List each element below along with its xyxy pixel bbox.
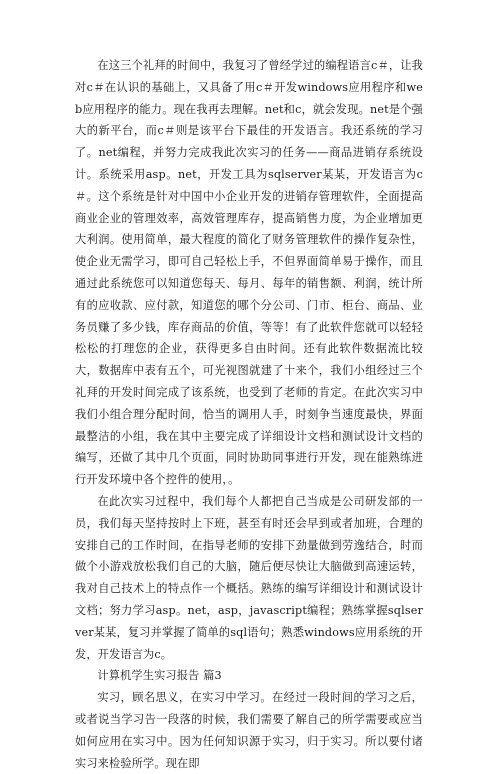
paragraph-2: 在此次实习过程中，我们每个人都把自己当成是公司研发部的一员，我们每天坚持按时上下班，甚至有时还会早到或者加班，合理的安排自己的工作时间，在指导老师的安排下劲量做到劳逸结合，时而做个小游戏放松我们自己的大脑，随后便尽快让大脑做到高速运转，我对自己技术上的特点作一个概括。熟练的编写详细设计和测试设计文档；努力学习asp。net，asp，javascript编程；熟练掌握sqlserver某某，复习并掌握了简单的sql语句；熟悉windows应用系统的开发，开发语言为c。: [75, 494, 423, 661]
section-title: 计算机学生实习报告 篇3: [97, 669, 222, 683]
document-body: [75, 55, 423, 774]
paragraph-1: 在这三个礼拜的时间中，我复习了曾经学过的编程语言c＃，让我对c＃在认识的基础上，又具备了用c＃开发windows应用程序和web应用程序的能力。现在我再去理解。net和c，就会发现。net是个强大的新平台，而c＃则是该平台下最佳的开发语言。我还系统的学习了。net编程，并努力完成我此次实习的任务——商品进销存系统设计。系统采用asp。net，开发工具为sqlserver某某，开发语言为c＃。这个系统是针对中国中小企业开发的进销存管理软件，全面提高商业企业的管理效率，高效管理库存，提高销售力度，为企业增加更大利润。使用简单，最大程度的简化了财务管理软件的操作复杂性，使企业无需学习，即可自己轻松上手，不但界面简单易于操作，而且通过此系统您可以知道您每天、每月、每年的销售额、利润，统计所有的应收款、应付款，知道您的哪个分公司、门市、柜台、商品、业务员赚了多少钱，库存商品的价值，等等！有了此软件您就可以轻轻松松的打理您的企业，获得更多自由时间。还有此软件数据流比较大，数据库中表有五个，可光视图就建了十来个，我们小组经过三个礼拜的开发时间完成了该系统，也受到了老师的肯定。在此次实习中我们小组合理分配时间，恰当的调用人手，时刻争当速度最快，界面最整洁的小组，我在其中主要完成了详细设计文档和测试设计文档的编写，还做了其中几个页面，同时协助同事进行开发，现在能熟练进行开发环境中各个控件的使用，。: [75, 59, 423, 487]
paragraph-3: 实习，顾名思义，在实习中学习。在经过一段时间的学习之后，或者说当学习告一段落的时候，我们需要了解自己的所学需要或应当如何应用在实习中。因为任何知识源于实习，归于实习。所以要付诸实习来检验所学。现在即: [75, 691, 423, 770]
